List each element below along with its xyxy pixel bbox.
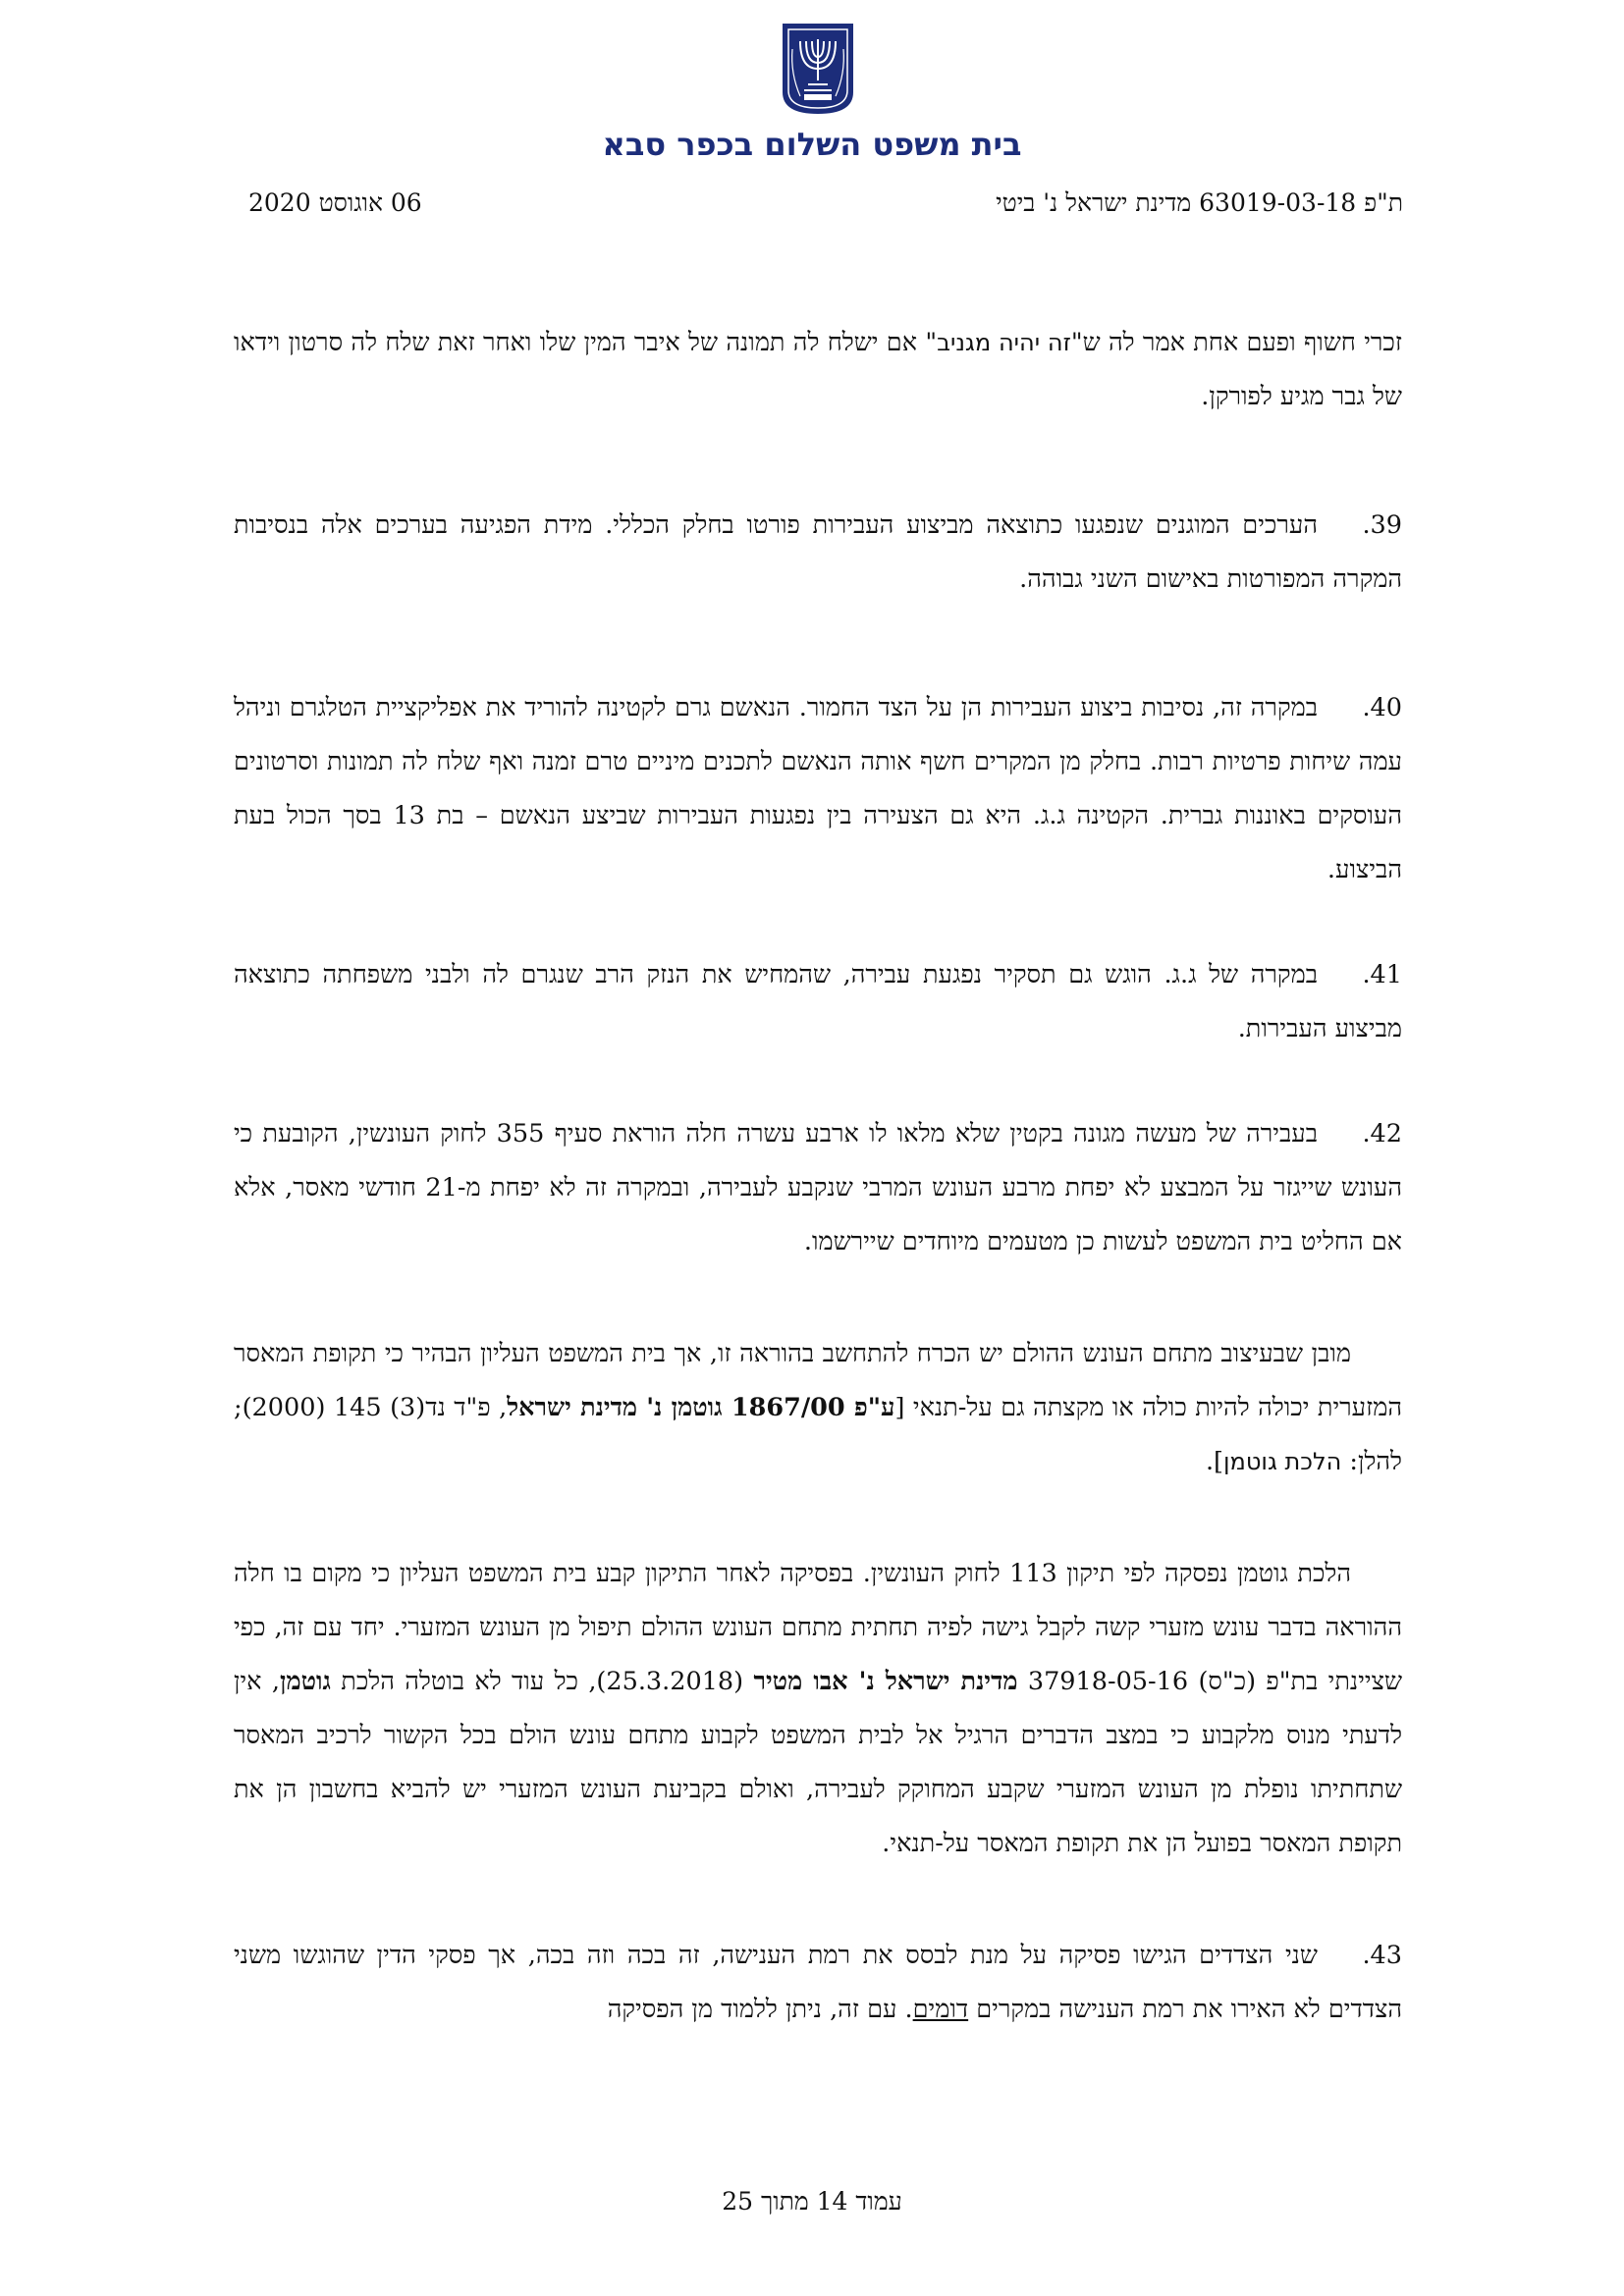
document-body: [234, 316, 1402, 2037]
paragraph-42-gutman: הלכת גוטמן נפסקה לפי תיקון 113 לחוק העונשין. בפסיקה לאחר התיקון קבע בית המשפט העליון כי מקום בו חלה ההוראה בדבר עונש מזערי קשה לקבל גישה לפיה תחתית מתחם העונש ההולם תיפול מן העונש המזערי. יחד עם זה, כפי שציינתי בת"פ (כ"ס) 37918-05-16 מדינת ישראל נ' אבו מטיר (25.3.2018), כל עוד לא בוטלה הלכת גוטמן, אין לדעתי מנוס מלקבוע כי במצב הדברים הרגיל אל לבית המשפט לקבוע מתחם עונש הולם בכל הקשור לרכיב המאסר שתחתיתו נופלת מן העונש המזערי שקבע המחוקק לעבירה, ואולם בקביעת העונש המזערי יש להביא בחשבון הן את תקופת המאסר בפועל הן את תקופת המאסר על-תנאי.: [234, 1559, 1403, 1858]
short-name: הלכת גוטמן: [1223, 1448, 1342, 1475]
paragraph-number: 43.: [1362, 1941, 1402, 1970]
quoted-phrase: זה יהיה מגניב: [937, 329, 1071, 356]
page-number: עמוד 14 מתוך 25: [722, 2187, 902, 2216]
paragraph-number: 42.: [1362, 1119, 1402, 1148]
paragraph-number: 40.: [1362, 693, 1402, 722]
paragraph-continuation: זכרי חשוף ופעם אחת אמר לה ש"זה יהיה מגניב" אם ישלח לה תמונה של איבר המין שלו ואחר זאת שלח לה סרטון וידאו של גבר מגיע לפורקן.: [234, 328, 1403, 411]
state-emblem-icon: [779, 20, 857, 118]
paragraph-43: 43.שני הצדדים הגישו פסיקה על מנת לבסס את רמת הענישה, זה בכה וזה בכה, אך פסקי הדין שהוגשו משני הצדדים לא האירו את רמת הענישה במקרים דומים. עם זה, ניתן ללמוד מן הפסיקה: [234, 1929, 1402, 2037]
document-date: 06 אוגוסט 2020: [248, 188, 422, 217]
paragraph-41: 41.במקרה של ג.ג. הוגש גם תסקיר נפגעת עבירה, שהמחיש את הנזק הרב שנגרם לה ולבני משפחתה כתוצאה מביצוע העבירות.: [234, 948, 1402, 1056]
paragraph-39: 39.הערכים המוגנים שנפגעו כתוצאה מביצוע העבירות פורטו בחלק הכללי. מידת הפגיעה בערכים אלה בנסיבות המקרה המפורטות באישום השני גבוהה.: [234, 499, 1402, 607]
underlined-word: דומים: [912, 1995, 969, 2024]
paragraph-number: 39.: [1362, 510, 1402, 540]
paragraph-number: 41.: [1362, 960, 1402, 989]
paragraph-42-continued: מובן שבעיצוב מתחם העונש ההולם יש הכרח להתחשב בהוראה זו, אך בית המשפט העליון הבהיר כי תקופת המאסר המזערית יכולה להיות כולה או מקצתה גם על-תנאי [ע"פ 1867/00 גוטמן נ' מדינת ישראל, פ"ד נד(3) 145 (2000); להלן: הלכת גוטמן].: [234, 1339, 1402, 1476]
case-id: ת"פ 63019-03-18 מדינת ישראל נ' ביטי: [996, 188, 1403, 217]
paragraph-40: 40.במקרה זה, נסיבות ביצוע העבירות הן על הצד החמור. הנאשם גרם לקטינה להוריד את אפליקציית הטלגרם וניהל עמה שיחות פרטיות רבות. בחלק מן המקרים חשף אותה הנאשם לתכנים מיניים טרם זמנה ואף שלח לה תמונות וסרטונים העוסקים באוננות גברית. הקטינה ג.ג. היא גם הצעירה בין נפגעות העבירות שביצע הנאשם – בת 13 בסך הכול בעת הביצוע.: [234, 681, 1402, 897]
paragraph-42: 42.בעבירה של מעשה מגונה בקטין שלא מלאו לו ארבע עשרה חלה הוראת סעיף 355 לחוק העונשין, הקובעת כי העונש שייגזר על המבצע לא יפחת מרבע העונש המרבי שנקבע לעבירה, ובמקרה זה לא יפחת מ-21 חודשי מאסר, אלא אם החליט בית המשפט לעשות כן מטעמים מיוחדים שיירשמו.: [234, 1107, 1402, 1269]
case-citation: מדינת ישראל נ' אבו מטיר: [753, 1667, 1018, 1696]
case-name: גוטמן: [279, 1667, 331, 1696]
case-citation: ע"פ 1867/00 גוטמן נ' מדינת ישראל: [507, 1393, 895, 1422]
court-name: בית משפט השלום בכפר סבא: [602, 126, 1022, 163]
